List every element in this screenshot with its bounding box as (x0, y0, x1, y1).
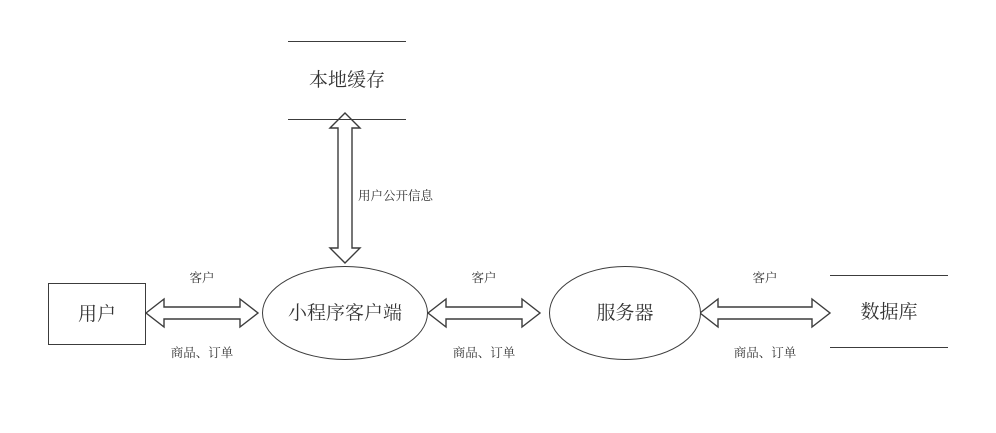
database-top-rule (830, 275, 948, 276)
node-database-label: 数据库 (860, 302, 918, 323)
node-miniprogram-client-label: 小程序客户端 (287, 303, 402, 324)
edge-label-server-database-bottom: 商品、订单 (733, 346, 797, 360)
node-local-cache-label: 本地缓存 (308, 70, 385, 91)
node-server[interactable] (549, 266, 701, 360)
edge-label-client-server-bottom: 商品、订单 (452, 346, 516, 360)
edge-server-database-arrow (700, 299, 830, 327)
node-miniprogram-client[interactable] (262, 266, 428, 360)
node-server-label: 服务器 (596, 303, 654, 324)
edge-label-user-client-bottom: 商品、订单 (170, 346, 234, 360)
local-cache-bottom-rule (288, 119, 406, 120)
database-bottom-rule (830, 347, 948, 348)
edge-cache-client-arrow (330, 113, 360, 263)
node-local-cache[interactable] (288, 41, 406, 120)
local-cache-top-rule (288, 41, 406, 42)
node-user-label: 用户 (77, 304, 116, 325)
edge-label-user-client-top: 客户 (189, 271, 215, 285)
edge-user-client-arrow (146, 299, 258, 327)
node-database[interactable] (830, 275, 948, 348)
edge-label-cache-client: 用户公开信息 (358, 189, 434, 203)
edge-label-server-database-top: 客户 (752, 271, 778, 285)
edge-client-server-arrow (428, 299, 540, 327)
node-user[interactable] (48, 283, 146, 345)
edge-label-client-server-top: 客户 (471, 271, 497, 285)
